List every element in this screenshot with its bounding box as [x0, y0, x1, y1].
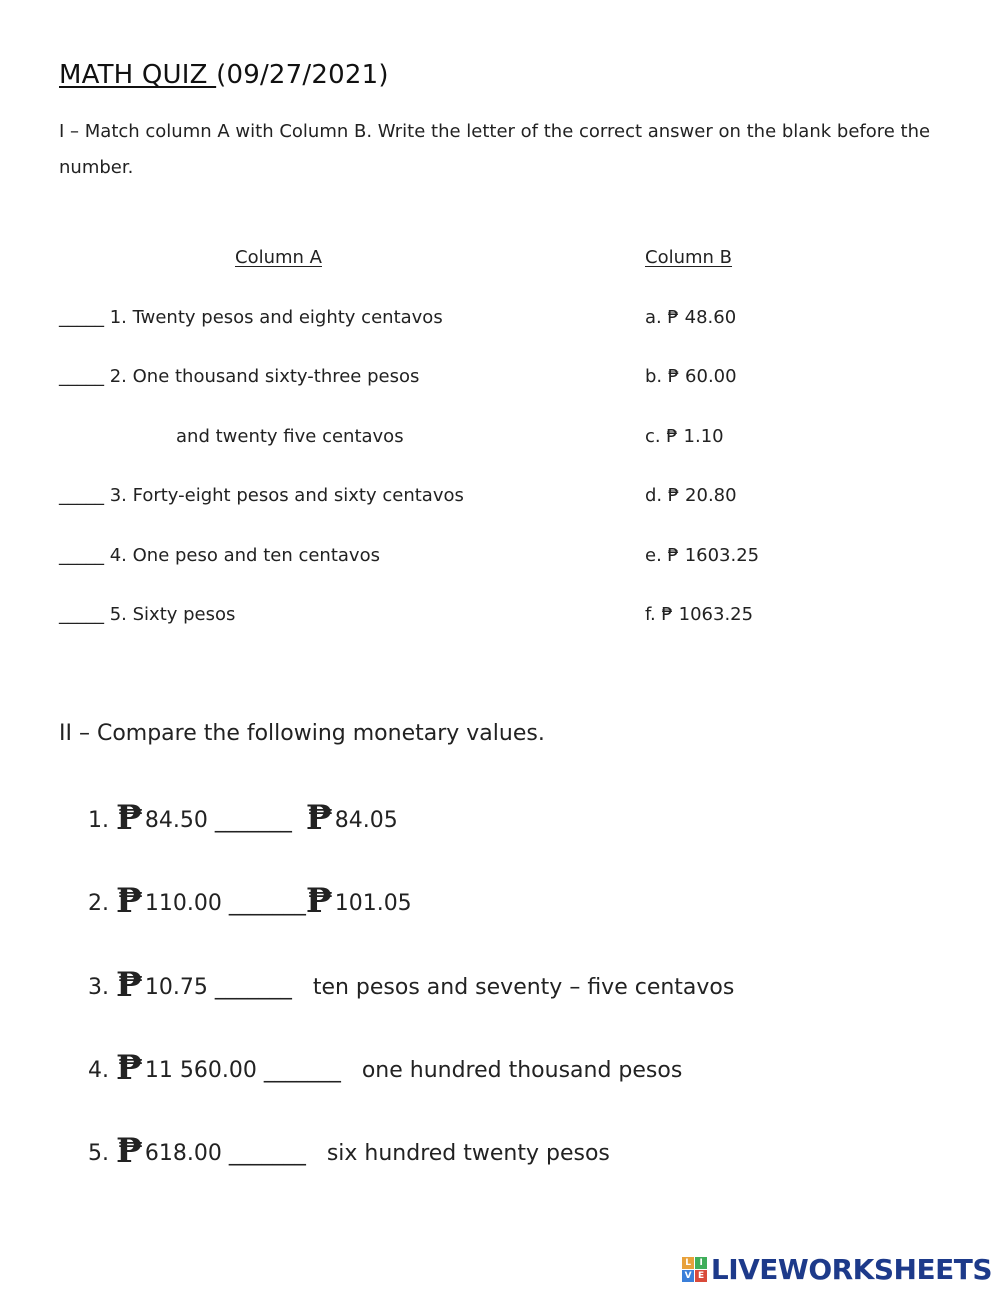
column-b-item-b: b. ₱ 60.00	[645, 366, 737, 387]
right-value: 101.05	[334, 891, 412, 916]
column-a-item-2-cont: and twenty five centavos	[176, 426, 404, 447]
right-value: 84.05	[334, 808, 398, 833]
part1-instruction: I – Match column A with Column B. Write the letter of the correct answer on the blank before the number.	[59, 121, 931, 178]
answer-blank[interactable]: _______	[263, 1058, 341, 1083]
answer-blank[interactable]: _______	[228, 891, 306, 916]
left-value: 10.75	[144, 975, 208, 1000]
left-value: 11 560.00	[144, 1058, 257, 1083]
item-number: 2.	[88, 891, 109, 916]
column-b-item-c: c. ₱ 1.10	[645, 426, 724, 447]
column-b-item-f: f. ₱ 1063.25	[645, 604, 754, 625]
answer-blank[interactable]: _______	[214, 975, 292, 1000]
logo-grid-cell: V	[682, 1270, 694, 1282]
left-value: 84.50	[144, 808, 208, 833]
column-a-item-1: _____ 1. Twenty pesos and eighty centavos	[59, 307, 443, 328]
item-number: 4.	[88, 1058, 109, 1083]
logo-grid-cell: E	[695, 1270, 707, 1282]
left-value: 618.00	[144, 1141, 222, 1166]
compare-item-1	[88, 798, 398, 838]
item-number: 1.	[88, 808, 109, 833]
answer-blank[interactable]: _______	[228, 1141, 306, 1166]
compare-item-5	[88, 1131, 610, 1171]
logo-grid-cell: I	[695, 1257, 707, 1269]
logo-grid-cell: L	[682, 1257, 694, 1269]
right-value: one hundred thousand pesos	[361, 1058, 683, 1083]
peso-sign-icon: ₱	[305, 881, 333, 921]
column-b-header: Column B	[645, 247, 733, 268]
column-a-item-4: _____ 4. One peso and ten centavos	[59, 545, 380, 566]
peso-sign-icon: ₱	[116, 798, 143, 838]
item-number: 5.	[88, 1141, 109, 1166]
part2-heading: II – Compare the following monetary values.	[59, 721, 545, 746]
right-value: ten pesos and seventy – five centavos	[312, 975, 735, 1000]
logo-grid-icon	[682, 1257, 707, 1282]
column-a-item-3: _____ 3. Forty-eight pesos and sixty centavos	[59, 485, 464, 506]
compare-item-2	[88, 881, 412, 921]
peso-sign-icon: ₱	[116, 881, 143, 921]
compare-item-4	[88, 1048, 682, 1088]
title-underlined: MATH QUIZ	[59, 60, 217, 90]
column-a-header: Column A	[235, 247, 322, 268]
answer-blank[interactable]: _______	[214, 808, 292, 833]
peso-sign-icon: ₱	[116, 1131, 143, 1171]
column-a-item-2: _____ 2. One thousand sixty-three pesos	[59, 366, 420, 387]
title-date: (09/27/2021)	[216, 60, 389, 90]
compare-item-3	[88, 965, 734, 1005]
liveworksheets-logo	[682, 1253, 992, 1286]
peso-sign-icon: ₱	[116, 965, 143, 1005]
peso-sign-icon: ₱	[305, 798, 333, 838]
item-number: 3.	[88, 975, 109, 1000]
right-value: six hundred twenty pesos	[326, 1141, 610, 1166]
column-b-item-e: e. ₱ 1603.25	[645, 545, 760, 566]
column-b-item-a: a. ₱ 48.60	[645, 307, 737, 328]
page-title	[59, 60, 389, 90]
peso-sign-icon: ₱	[116, 1048, 143, 1088]
left-value: 110.00	[144, 891, 222, 916]
logo-text: LIVEWORKSHEETS	[710, 1253, 992, 1286]
column-a-item-5: _____ 5. Sixty pesos	[59, 604, 236, 625]
column-b-item-d: d. ₱ 20.80	[645, 485, 737, 506]
